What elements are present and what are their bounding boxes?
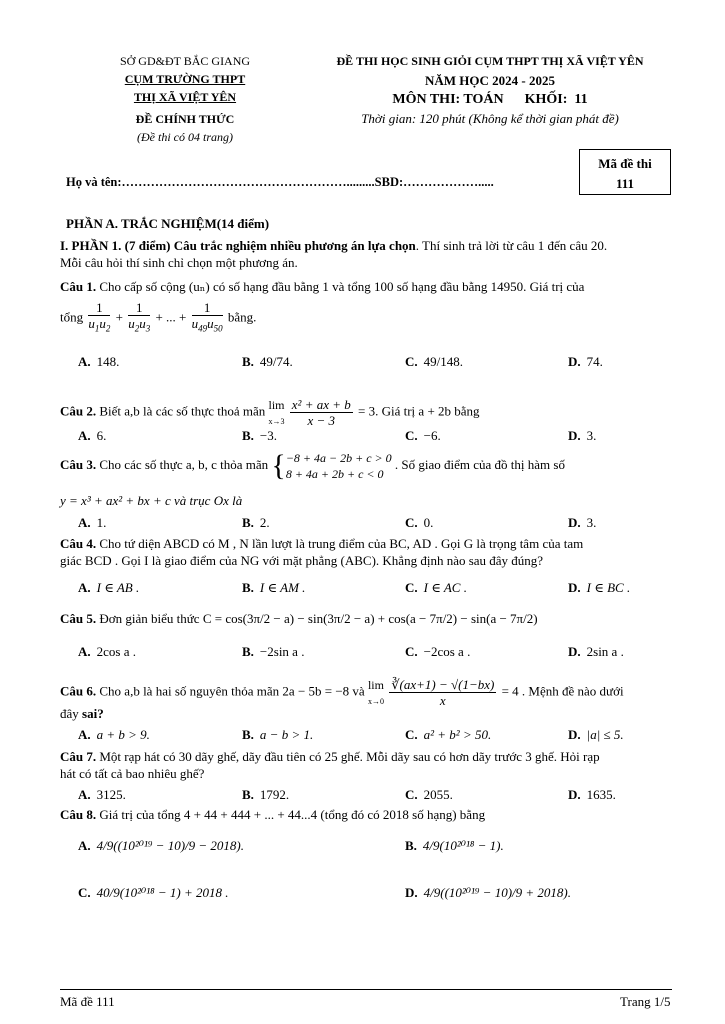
q7-option-a[interactable]: A. 3125. — [78, 787, 126, 802]
q3-text-b: . Số giao điểm của đồ thị hàm số — [394, 456, 565, 472]
q6-line2: đây sai? — [60, 706, 104, 721]
q2-option-d[interactable]: D. 3. — [568, 428, 597, 443]
q8-option-d[interactable]: D. 4/9((10²⁰¹⁹ − 10)/9 + 2018). — [405, 885, 572, 900]
q1-line2a: tổng — [60, 309, 84, 325]
question-2 — [60, 397, 480, 428]
q4-option-d[interactable]: D. I ∈ BC . — [568, 580, 631, 595]
exam-code-box — [579, 149, 671, 195]
q7-label: Câu 7. — [60, 749, 97, 764]
q6-frac: $\frac{∛(ax+1) - √(1-bx)}{x}$ — [391, 677, 495, 708]
q2-text-a: Biết a,b là các số thực thoả mãn — [99, 403, 266, 419]
exam-title: ĐỀ THI HỌC SINH GIỎI CỤM THPT THỊ XÃ VIỆT YÊN — [336, 54, 644, 68]
department: SỞ GD&ĐT BẮC GIANG — [119, 54, 251, 68]
section-title: PHẦN A. TRẮC NGHIỆM(14 điểm) — [66, 216, 270, 231]
exam-code-label: Mã đề thi — [598, 156, 652, 171]
q3-line2: y = x³ + ax² + bx + c và trục Ox là — [60, 493, 243, 508]
q2-option-b[interactable]: B. −3. — [242, 428, 278, 443]
q3-label: Câu 3. — [60, 456, 97, 472]
q2-label: Câu 2. — [60, 403, 97, 419]
q5-text: Đơn giản biểu thức C = cos(3π/2 − a) − sin(3π/2 − a) + cos(a − 7π/2) − sin(a − 7π/2) — [99, 611, 538, 626]
question-3: Câu 3. Cho các số thực a, b, c thỏa mãn {−8 + 4a − 2b + c > 0 8 + 4a + 2b + c < 0 . Số giao điểm của đồ thị hàm số — [60, 449, 565, 482]
q5-option-b[interactable]: B. −2sin a . — [242, 644, 305, 659]
part1-rest: . Thí sinh trả lời từ câu 1 đến câu 20. — [415, 238, 608, 253]
q8-option-c[interactable]: C. 40/9(10²⁰¹⁸ − 1) + 2018 . — [78, 885, 229, 900]
exam-code: 111 — [615, 176, 635, 191]
q4-option-b[interactable]: B. I ∈ AM . — [242, 580, 306, 595]
q7-line2: hát có tất cả bao nhiêu ghế? — [60, 766, 205, 781]
q3-option-c[interactable]: C. 0. — [405, 515, 434, 530]
q3-option-a[interactable]: A. 1. — [78, 515, 107, 530]
q7-option-d[interactable]: D. 1635. — [568, 787, 616, 802]
part1-line2: Mỗi câu hỏi thí sinh chỉ chọn một phương án. — [60, 255, 298, 270]
footer-exam-code: Mã đề 111 — [60, 994, 115, 1009]
q1-option-c[interactable]: C. 49/148. — [405, 354, 464, 369]
part1-instructions — [60, 237, 672, 271]
q6-text-a: Cho a,b là hai số nguyên thỏa mãn 2a − 5b = −8 và — [99, 683, 365, 699]
q6-option-d[interactable]: D. |a| ≤ 5. — [568, 727, 624, 742]
q7-option-c[interactable]: C. 2055. — [405, 787, 453, 802]
q1-frac-2: $\frac{1}{u_2u_3}$ — [128, 300, 151, 334]
q1-line2b: bằng. — [227, 309, 257, 325]
q5-label: Câu 5. — [60, 611, 97, 626]
q7-text: Một rạp hát có 30 dãy ghế, dãy đầu tiên có 25 ghế. Mỗi dãy sau có hơn dãy trước 3 ghế. Hỏi rạp — [99, 749, 600, 764]
q4-text: Cho tứ diện ABCD có M , N lần lượt là trung điểm của BC, AD . Gọi G là trọng tâm của tam — [99, 536, 584, 551]
q1-option-b[interactable]: B. 49/74. — [242, 354, 293, 369]
q4-line2: giác BCD . Gọi I là giao điểm của NG với mặt phẳng (ABC). Khẳng định nào sau đây đúng? — [60, 553, 544, 568]
q1-option-a[interactable]: A. 148. — [78, 354, 120, 369]
q6-option-b[interactable]: B. a − b > 1. — [242, 727, 314, 742]
q1-frac-3: $\frac{1}{u_{49}u_{50}}$ — [191, 300, 223, 334]
question-6 — [60, 677, 624, 708]
question-7 — [60, 748, 672, 782]
q2-option-c[interactable]: C. −6. — [405, 428, 441, 443]
q1-option-d[interactable]: D. 74. — [568, 354, 603, 369]
exam-duration: Thời gian: 120 phút (Không kể thời gian phát đề) — [361, 111, 619, 126]
q2-option-a[interactable]: A. 6. — [78, 428, 107, 443]
header-left — [95, 52, 275, 146]
part1-heading: I. PHẦN 1. (7 điểm) Câu trắc nghiệm nhiều phương án lựa chọn — [60, 238, 416, 253]
town: THỊ XÃ VIỆT YÊN — [133, 90, 237, 104]
question-5 — [60, 611, 538, 627]
q2-text-b: = 3. Giá trị a + 2b bằng — [358, 403, 480, 419]
school-year: NĂM HỌC 2024 - 2025 — [425, 73, 555, 88]
q1-frac-1: $\frac{1}{u_1u_2}$ — [88, 300, 111, 334]
q6-text-b: = 4 . Mệnh đề nào dưới — [501, 683, 624, 699]
q3-system: −8 + 4a − 2b + c > 0 8 + 4a + 2b + c < 0 — [285, 451, 392, 481]
q4-label: Câu 4. — [60, 536, 97, 551]
q8-text: Giá trị của tổng 4 + 44 + 444 + ... + 44...4 (tổng đó có 2018 số hạng) bằng — [99, 807, 486, 822]
q4-option-c[interactable]: C. I ∈ AC . — [405, 580, 467, 595]
official-label: ĐỀ CHÍNH THỨC — [135, 112, 235, 126]
q1-label: Câu 1. — [60, 279, 97, 294]
q6-label: Câu 6. — [60, 683, 97, 699]
q6-option-a[interactable]: A. a + b > 9. — [78, 727, 150, 742]
school-cluster: CỤM TRƯỜNG THPT — [124, 72, 246, 86]
header-right — [290, 52, 690, 128]
page-count-note: (Đề thi có 04 trang) — [137, 130, 233, 144]
question-8 — [60, 807, 485, 823]
q8-option-a[interactable]: A. 4/9((10²⁰¹⁹ − 10)/9 − 2018). — [78, 838, 245, 853]
name-line: Họ và tên:……………………………………………….........SBD:………………..... — [66, 175, 494, 189]
q6-limit: lim x→0 — [367, 677, 384, 706]
q3-option-d[interactable]: D. 3. — [568, 515, 597, 530]
footer-page-number: Trang 1/5 — [620, 994, 671, 1009]
q5-option-a[interactable]: A. 2cos a . — [78, 644, 136, 659]
q3-option-b[interactable]: B. 2. — [242, 515, 270, 530]
q5-option-c[interactable]: C. −2cos a . — [405, 644, 471, 659]
q3-text-a: Cho các số thực a, b, c thỏa mãn — [99, 456, 269, 472]
question-4 — [60, 535, 672, 569]
q5-option-d[interactable]: D. 2sin a . — [568, 644, 624, 659]
q7-option-b[interactable]: B. 1792. — [242, 787, 290, 802]
footer-divider — [60, 989, 672, 990]
q8-label: Câu 8. — [60, 807, 97, 822]
subject-grade: MÔN THI: TOÁN KHỐI: 11 — [392, 92, 588, 107]
q2-limit: lim x→3 — [268, 397, 285, 426]
q2-frac: $\frac{\text{x² + ax + b}}{x - 3}$ — [291, 397, 351, 428]
question-1 — [60, 278, 672, 295]
q6-option-c[interactable]: C. a² + b² > 50. — [405, 727, 492, 742]
q8-option-b[interactable]: B. 4/9(10²⁰¹⁸ − 1). — [405, 838, 504, 853]
q4-option-a[interactable]: A. I ∈ AB . — [78, 580, 140, 595]
q1-text: Cho cấp số cộng (uₙ) có số hạng đầu bằng 1 và tổng 100 số hạng đầu bằng 14950. Giá trị của — [99, 279, 585, 294]
q1-sum-line: tổng $\frac{1}{u_1u_2}$ + $\frac{1}{u_2u_3}$ + ... + $\frac{1}{u_{49}u_{50}}$ bằng. — [60, 300, 256, 337]
